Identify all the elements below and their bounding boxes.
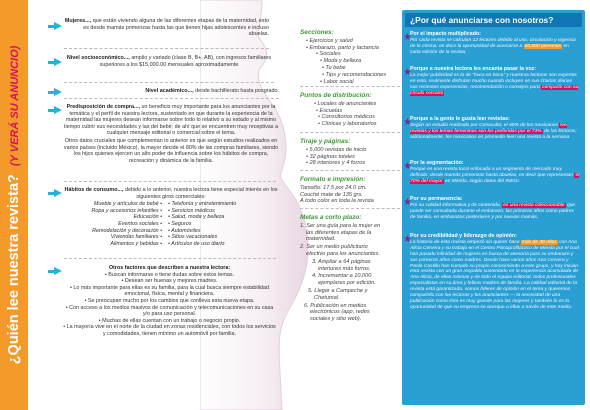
arrow-icon [54,189,62,197]
nivel-soc-label: Nivel socioeconómico..., [66,55,130,61]
reason-text: La mejor publicidad es la de "boca en boca" y nuestras lectoras son expertas en esto, realmente disfrutan mucho cuando incluyen en sus charlas diarias sus recientes experiencias, recomendación o consejos para [410,72,577,90]
giros-grid [62,201,280,247]
divider [300,86,400,87]
nivel-soc-text: amplio y variado (clase B, B+, AB), con ingresos familiares superiores a los $15,000.00 mensuales aproximadamente [99,55,272,68]
seccion-item: • Moda y belleza [320,58,410,65]
reason-item [410,197,580,221]
reason-item [410,161,580,185]
giro-item: • Artículos de uso diario [168,240,225,247]
secciones-title: Secciones: [300,29,334,36]
seccion-item: • Tips y recomendaciones [322,72,410,79]
divider [64,181,276,182]
punto-item: • Consultorios médicos [318,114,410,121]
divider [300,132,400,133]
reason-text: que puede ser consultada durante el embarazo, las primeras años como padres de familia, en embarazos posteriores y por nuevas mamás. [410,202,576,220]
reason-highlight: 60,000 personas [524,43,562,49]
formato-item: A todo color en toda la revista [300,198,374,205]
puntos-title: Puntos de distribución: [300,92,372,99]
reason-heading: Porque a la gente le gusta leer revistas: [410,116,510,122]
reason-heading: Por la segmentación: [410,160,464,166]
reason-heading: Por su permanencia: [410,196,463,202]
giro-item: • Seguros [168,220,192,227]
giro-item: Mueble y artículos de bebé • [93,201,162,208]
reason-text: Por su calidad informativa y de contenido, [410,202,501,208]
arrow-icon [54,267,62,275]
tiraje-item: • 32 páginas totales [306,154,410,161]
nivel-soc-block [64,55,274,68]
reason-text: . [444,90,446,96]
meta-item: 3. Ampliar a 64 páginas interiores más forros. [312,258,371,272]
secciones-section [300,30,410,85]
giro-item: Alimentos y bebidas • [110,240,162,247]
reason-heading: Porque a nuestra lectora les encanta pasar la voz: [410,66,536,72]
tiraje-item: • 5,000 revistas de inicio [306,147,410,154]
formato-title: Formato e impresión: [300,176,366,183]
meta-item: 5. Llegar a Campeche y Chetumal. [308,287,368,301]
mujeres-label: Mujeres..., [64,18,92,24]
metas-title: Metas a corto plazo: [300,214,362,221]
meta-item: 6. Publicación en medios electrónicos (app, redes sociales y sitio web). [304,302,370,323]
reason-highlight: es una revista coleccionable [503,202,565,208]
habitos-block [62,187,280,247]
reason-text: La historia de esta revista empezó sin querer hace [410,239,520,245]
divider [64,48,269,49]
vertical-title-sub: (Y VERÁ SU ANUNCIO) [9,45,21,167]
arrow-icon [54,58,62,66]
reason-heading: Por el impacto multiplicado: [410,31,481,37]
seccion-item: • Embarazo, parto y lactancia [306,45,410,52]
nivel-acad-block [64,88,279,95]
reason-text: Porque es una revista local enfocada a un segmento de mercado muy definido: desde mamás primerizas hasta abuelas, es decir que representan [410,166,574,178]
otros-factores-title: Otros factores que describen a nuestra lectora: [108,265,231,271]
reason-item [410,117,580,141]
seccion-item: • Ejercicios y salud [306,38,410,45]
reason-text: Por cada revista se calculan 12 lectores debido al uso, circulación y vigencia de la misma; es decir la oportunidad de acercarse a [410,37,576,49]
giros-col-2 [168,201,278,247]
giro-item: Ropa y accesorios infantiles • [91,207,162,214]
giro-item: • Sitios vacacionales [168,234,218,241]
seccion-item: • Sociales [316,51,410,58]
formato-section [300,177,410,205]
reason-item [410,234,580,311]
mujeres-text: que están viviendo alguna de las diferentes etapas de la maternidad, esto es desde mamás primerizas hasta las que tienen hijas adolescentes e incluso abuelas. [83,18,269,38]
tiraje-section [300,139,410,167]
reason-text: con Ana Alicia Cervera y su trabajo en el Centro Psicoprofiláctico de Mérida por el cual han pasado infinidad de mujeres en busca de asesoría para su embarazo y sus primeros años como madres. Desde hace varios años Ana Cervera y Paola Castillo han sumado su propio conocimiento a este grupo, y hoy inician esta revista con un gran respaldo sustentado en la experiencia acumulada de Ana Alicia, de ellas mismas y de todo el equipo editorial, todos profesionales especialistas en su área y felices madres de familia. La calidad editorial de la revista está garantizada, somos líderes de opinión en el tema y queremos compartirlo con las lectoras y los anunciantes — la necesidad de una publicación como ésta es muy grande para las mujeres y también lo es la oportunidad de que su empresa se acerque a ellas a través de este medio. [410,239,579,310]
giro-item: Eventos sociales • [118,220,162,227]
divider [64,82,274,83]
meta-item: 4. Incrementar a 10,000 ejemplares por edición. [312,273,376,287]
mujeres-block [64,18,269,38]
tiraje-title: Tiraje y páginas: [300,138,351,145]
reason-highlight: compartir con su círculo cercano [410,84,579,96]
factor-item: • Con acceso a los medios masivos de comunicación y telecomunicaciones en su casa y/o para uso personal. [65,304,274,318]
tiraje-item: • 28 interiores y 4 forros [306,160,410,167]
reason-text: Según un estudio realizado por Conaculta, el 40% de los mexicanos [410,122,558,128]
reason-item [410,67,580,97]
vertical-title-strip [0,0,28,410]
reason-text: de las lectoras; adicionalmente, los mexicanos en promedio leen una revista a la semana. [410,128,577,140]
why-advertise-title: ¿Por qué anunciarse con nosotros? [405,13,582,27]
metas-section [300,215,388,323]
vertical-title-main: ¿Quién lee nuestra revista? [6,174,22,365]
divider [300,170,400,171]
giro-item: Educación • [133,214,162,221]
habitos-label: Hábitos de consumo..., [64,187,124,193]
reason-text: en cada edición de la revista. [410,43,569,55]
why-advertise-panel [402,10,585,405]
arrow-icon [54,88,62,96]
divider [64,98,279,99]
habitos-text: debido a lo anterior, nuestra lectora tiene especial interés en los siguientes giros comerciales: [124,187,278,200]
reason-highlight: lee revistas y los temas femeninos son los preferidos por el 73% [410,122,567,134]
reason-highlight: el 70% del mayor [410,172,580,184]
otros-datos-text: Otros datos cruciales que complementan lo anterior es que según estudios realizados en varios países (incluido México), la mayor decide el 80% de las compras familiares, siendo los hijos quienes ejercen un alto poder de influencia sobre los hábitos de compra, recreación y dinámica de la familia. [63,137,279,164]
formato-item: Couché mate de 135 grs. [300,191,363,198]
giro-item: • Telefonía y entretenimiento [168,201,237,208]
factor-item: • Se preocupan mucho por los cambios que conlleva esta nueva etapa. [84,297,255,304]
arrow-icon [54,106,62,114]
factor-item: • Desean ser buenas y mejores madres. [121,278,218,285]
meta-item: 2. Ser un medio publicitario efectivo para los anunciantes. [300,244,381,257]
giro-item: Remodelación y decoración • [92,227,162,234]
reason-item [410,32,580,56]
divider [64,258,276,259]
otros-factores-block [62,265,277,338]
predisposicion-label: Predisposición de compra..., [66,104,140,110]
predisposicion-block [62,104,280,164]
nivel-acad-label: Nivel académico..., [145,88,194,94]
formato-item: Tamaño: 17.5 por 24.0 cm. [300,184,367,191]
punto-item: • Escuelas [316,108,410,115]
giros-col-1 [62,201,162,247]
punto-item: • Clínicas y laboratorios [318,121,410,128]
nivel-acad-text: desde bachillerato hasta posgrado. [195,88,279,94]
seccion-item: • Tu bebe [322,65,410,72]
factor-item: • Lo más importante para ellas es su familia, para la cual busca siempre estabilidad emocional, física, mental y financiera. [69,284,270,298]
reason-highlight: más de 40 años [521,239,557,245]
factor-item: • Buscan informarse o tiene dudas sobre estos temas. [104,271,235,278]
divider [300,208,400,209]
giro-item: • Automóviles [168,227,201,234]
meta-item: 1. Ser una guía para la mujer en las diferentes etapas de la maternidad. [300,222,381,243]
predisposicion-text: un beneficio muy importante para los anunciantes por la temática y el perfil de nuestra lectora, sustentado en que durante la experiencia de la maternidad las mujeres desean informarse sobre todo lo relativo a su estado y al mismo tiempo cubrir sus necesidades y las del bebé; de ahí que se encuentren muy receptivas a cualquier mensaje editorial o comercial sobre el tema. [64,104,278,137]
arrow-icon [54,22,62,30]
vertical-title [6,46,22,365]
seccion-item: • Labor social [320,79,410,86]
giro-item: Viviendas familiares • [110,234,162,241]
factor-item: • La mayoría vive en el norte de la ciudad en zonas residenciales, con todos los servicios y comodidades, tienen mínimo un automóvil por familia. [63,324,276,337]
punto-item: • Locales de anunciantes [314,101,410,108]
giro-item: • Salud, moda y belleza [168,214,225,221]
puntos-section [300,93,410,128]
reason-heading: Por su credibilidad y liderazgo de opinión: [410,233,517,239]
reason-text: en Mérida, según datos del INEGI. [444,178,521,184]
giro-item: • Servicios médicos [168,207,215,214]
factor-item: • Muchas de ellas cuentan con un trabajo o negocio propio. [98,317,241,324]
